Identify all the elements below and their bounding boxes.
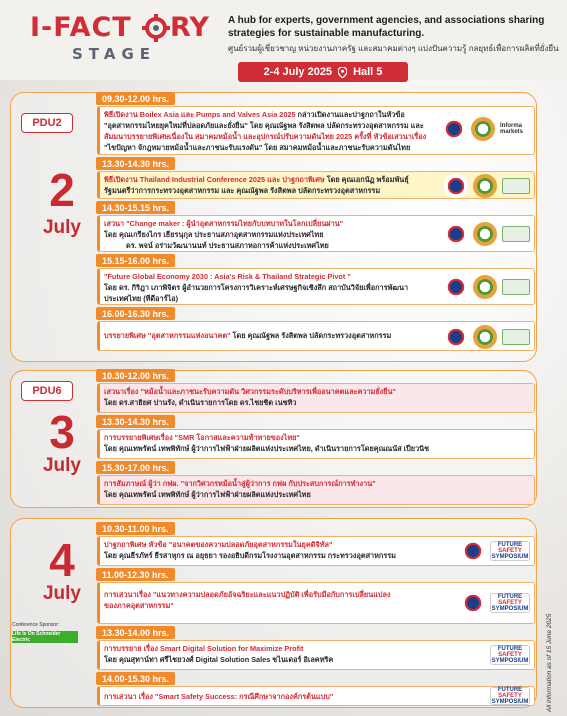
session-text: [104, 589, 440, 611]
future-safety-logo: FUTURE SAFETY SYMPOSIUM: [491, 542, 529, 560]
session-card: [97, 582, 535, 624]
session-line: โดย คุณธีรภัทร์ ธีรสาหุกร ณ อยุธยา รองอธิบดีกรมโรงงานอุตสาหกรรม กระทรวงอุตสาหกรรม: [104, 551, 396, 560]
partner-logos: [444, 275, 530, 299]
session-text: [104, 109, 440, 153]
session-time: 10.30-11.00 hrs.: [96, 522, 175, 535]
logo-text-left: I-FACT: [30, 12, 132, 43]
session-title-cont: ของภาคอุตสาหกรรม": [104, 601, 174, 610]
tic-logo-icon: [502, 329, 530, 345]
pdu-badge: PDU2: [21, 113, 73, 133]
session-card: [97, 536, 535, 566]
session-text: [104, 271, 440, 304]
session-time: 15.30-17.00 hrs.: [96, 461, 175, 474]
session-time: 11.00-12.30 hrs.: [96, 568, 175, 581]
event-hall: Hall 5: [353, 66, 383, 78]
session-line: โดย คุณเทพรัตน์ เทพพิทักษ์ ผู้ว่าการไฟฟ้าฝ่ายผลิตแห่งประเทศไทย: [104, 490, 311, 499]
session-time: 13.30-14.30 hrs.: [96, 157, 175, 170]
day-number: 4: [49, 534, 75, 586]
day-block-2-july: [10, 92, 537, 362]
session-card: [97, 171, 535, 199]
fti-logo-icon: [444, 325, 468, 349]
partner-logos: [461, 591, 530, 615]
session-card: [97, 475, 535, 505]
industry-logo-icon: [473, 222, 497, 246]
session-title: การสัมภาษณ์ ผู้ว่า กฟผ. "จากวิศวกรหม้อน้ำสู่ผู้ว่าการ กฟผ กับประสบการณ์การทำงาน": [104, 479, 376, 488]
session-title: เสวนาเรื่อง "หม้อน้ำและภาชนะรับความดัน วิศวกรรมระดับบริหารเพื่ออนาคตและความยั่งยืน": [104, 387, 396, 396]
session-text: [104, 218, 440, 251]
event-dates: 2-4 July 2025: [263, 66, 333, 78]
session-card: [97, 640, 535, 670]
fti-logo-icon: [444, 275, 468, 299]
day-block-4-july: [10, 518, 537, 708]
session-text: [104, 386, 524, 408]
session-card: [97, 215, 535, 252]
session-title: การบรรยายพิเศษเรื่อง "SMR โอกาสและความท้าทายของไทย": [104, 433, 300, 442]
future-safety-logo: FUTURE SAFETY SYMPOSIUM: [491, 646, 529, 664]
partner-logos: [444, 174, 530, 198]
day-number: 3: [49, 406, 75, 458]
partner-logos: [461, 539, 530, 563]
tagline-thai: ศูนย์รวมผู้เชี่ยวชาญ หน่วยงานภาครัฐ และสมาคมต่างๆ แบ่งปันความรู้ กลยุทธ์เพื่อการผลิตที่ยั่งยืน: [228, 44, 559, 53]
date-hall-banner: [238, 62, 408, 82]
session-card: [97, 383, 535, 413]
day-month: July: [42, 583, 82, 604]
fti-logo-icon: [444, 222, 468, 246]
session-text: [104, 174, 440, 196]
session-title: การบรรยาย เรื่อง Smart Digital Solution for Maximize Profit: [104, 644, 304, 653]
session-time: 13.30-14.00 hrs.: [96, 626, 175, 639]
future-safety-logo: FUTURE SAFETY SYMPOSIUM: [491, 687, 529, 705]
conference-sponsor: [12, 622, 78, 643]
partner-logos: [490, 687, 530, 705]
gear-icon: [142, 14, 170, 42]
informa-logo: Informa markets: [500, 123, 524, 135]
location-pin-icon: [338, 67, 347, 78]
pdu-badge: PDU6: [21, 381, 73, 401]
session-card: [97, 268, 535, 305]
session-line: โดย คุณสุทาน์ทา ศรีไชยวงศ์ Digital Solution Sales ชไนเดอร์ อิเลคทริค: [104, 655, 334, 664]
session-title: เสวนา "Change maker : ผู้นำอุตสาหกรรมไทยกับบทบาทในโลกเปลี่ยนผ่าน": [104, 219, 344, 228]
session-card: [97, 686, 535, 706]
logo-stage-text: STAGE: [72, 45, 157, 63]
day-month: July: [42, 455, 82, 476]
session-title: บรรยายพิเศษ "อุตสาหกรรมแห่งอนาคต": [104, 331, 231, 340]
future-safety-logo: FUTURE SAFETY SYMPOSIUM: [491, 594, 529, 612]
session-title-rest: โดย คุณเอกนัฏ พร้อมพันธุ์: [324, 175, 409, 184]
session-time: 15.15-16.00 hrs.: [96, 254, 175, 267]
session-title: การเสวนาเรื่อง "แนวทางความปลอดภัยอัจฉริยะและแนวปฏิบัติ เพื่อรับมือกับการเปลี่ยนแปลง: [104, 590, 391, 599]
session-time: 10.30-12.00 hrs.: [96, 369, 175, 382]
fti-logo-icon: [461, 539, 485, 563]
tagline: A hub for experts, government agencies, and associations sharing strategies for sustainable manufacturing.: [228, 15, 545, 39]
session-card: [97, 321, 535, 351]
session-time: 14.30-15.15 hrs.: [96, 201, 175, 214]
session-line: โดย คุณเทพรัตน์ เทพพิทักษ์ ผู้ว่าการไฟฟ้าฝ่ายผลิตแห่งประเทศไทย, ดำเนินรายการโดยคุณณนัส เปียวนิช: [104, 444, 430, 453]
session-title: พิธีเปิดงาน Boilex Asia และ Pumps and Valves Asia 2025: [104, 110, 296, 119]
tic-logo-icon: [502, 279, 530, 295]
session-text: [104, 478, 524, 500]
session-title-rest: กล่าวเปิดงานและปาฐกถาในหัวข้อ: [295, 110, 405, 119]
industry-logo-icon: [473, 174, 497, 198]
session-card: [97, 429, 535, 459]
session-time: 09.30-12.00 hrs.: [96, 92, 175, 105]
industry-logo-icon: [473, 275, 497, 299]
session-text: [104, 432, 524, 454]
session-text: [104, 691, 440, 702]
day-block-3-july: [10, 370, 537, 508]
session-text: [104, 539, 440, 561]
day-number: 2: [49, 164, 75, 216]
fti-logo-icon: [442, 117, 466, 141]
session-time: 14.00-15.30 hrs.: [96, 672, 175, 685]
session-title: "Future Global Economy 2030 : Asia's Risk & Thailand Strategic Pivot ": [104, 272, 351, 281]
session-time: 16.00-16.30 hrs.: [96, 307, 175, 320]
session-card: [97, 106, 535, 155]
partner-logos: [444, 325, 530, 349]
session-title: การเสวนา เรื่อง "Smart Safety Success: กรณีศึกษาจากองค์กรต้นแบบ": [104, 692, 334, 701]
session-line: สัมมนาบรรยายพิเศษเนื่องใน สมาคมหม้อน้ำ และอุปกรณ์ปรับความดันไทย 2025 ครั้งที่ หัวข้อเสวนาเรื่อง: [104, 132, 427, 141]
logo-text-right: RY: [170, 12, 209, 43]
fti-logo-icon: [461, 591, 485, 615]
industry-logo-icon: [473, 325, 497, 349]
session-line: ประเทศไทย (ทีดีอาร์ไอ): [104, 294, 179, 303]
session-time: 13.30-14.30 hrs.: [96, 415, 175, 428]
tic-logo-icon: [502, 178, 530, 194]
day-month: July: [42, 217, 82, 238]
sponsor-label: Conference Sponsor:: [12, 622, 60, 628]
session-title-rest: โดย คุณณัฐพล รังสิตพล ปลัดกระทรวงอุตสาหกรรม: [230, 331, 392, 340]
session-text: [104, 643, 440, 665]
partner-logos: [490, 645, 530, 665]
boilex-logo-icon: [471, 117, 495, 141]
session-line: โดย คุณเกรียงไกร เธียรนุกุล ประธานสภาอุตสาหกรรมแห่งประเทศไทย: [104, 230, 324, 239]
partner-logos: [442, 117, 530, 141]
session-line: "อุตสาหกรรมไทยยุคใหม่ที่ปลอดภัยและยั่งยืน" โดย คุณณัฐพล รังสิตพล ปลัดกระทรวงอุตสาหกรรม และ: [104, 121, 424, 130]
fti-logo-icon: [444, 174, 468, 198]
session-line: รัฐมนตรีว่าการกระทรวงอุตสาหกรรม และ คุณณัฐพล รังสิตพล ปลัดกระทรวงอุตสาหกรรม: [104, 186, 381, 195]
session-title: ปาฐกถาพิเศษ หัวข้อ "อนาคตของความปลอดภัยอุตสาหกรรมในยุคดิจิทัล": [104, 540, 333, 549]
tic-logo-icon: [502, 226, 530, 242]
session-line: โดย ดร.สาธิยศ ปานรัง, ดำเนินรายการโดย ดร.ไชยชิต เนชทิว: [104, 398, 297, 407]
session-line: โดย ดร. กิริฎา เภาพิจิตร ผู้อำนวยการโครงการวิเคราะห์เศรษฐกิจเชิงลึก สถาบันวิจัยเพื่อการพัฒนา: [104, 283, 409, 292]
i-factory-stage-logo: [30, 12, 210, 68]
session-text: [104, 330, 440, 341]
information-date-note: All information as of 15 June 2025: [546, 613, 553, 712]
schneider-electric-logo: Life Is On Schneider Electric: [12, 631, 78, 643]
partner-logos: [444, 222, 530, 246]
session-line: "ไขปัญหา จักฎหมายหม้อน้ำและภาชนะรับแรงดัน" โดย สมาคมหม้อน้ำและภาชนะรับความดันไทย: [104, 143, 411, 152]
session-title: พิธีเปิดงาน Thailand Industrial Conference 2025 และ ปาฐกถาพิเศษ: [104, 175, 325, 184]
session-line: ดร. พจน์ อร่ามวัฒนานนท์ ประธานสภาหอการค้าแห่งประเทศไทย: [126, 241, 329, 250]
